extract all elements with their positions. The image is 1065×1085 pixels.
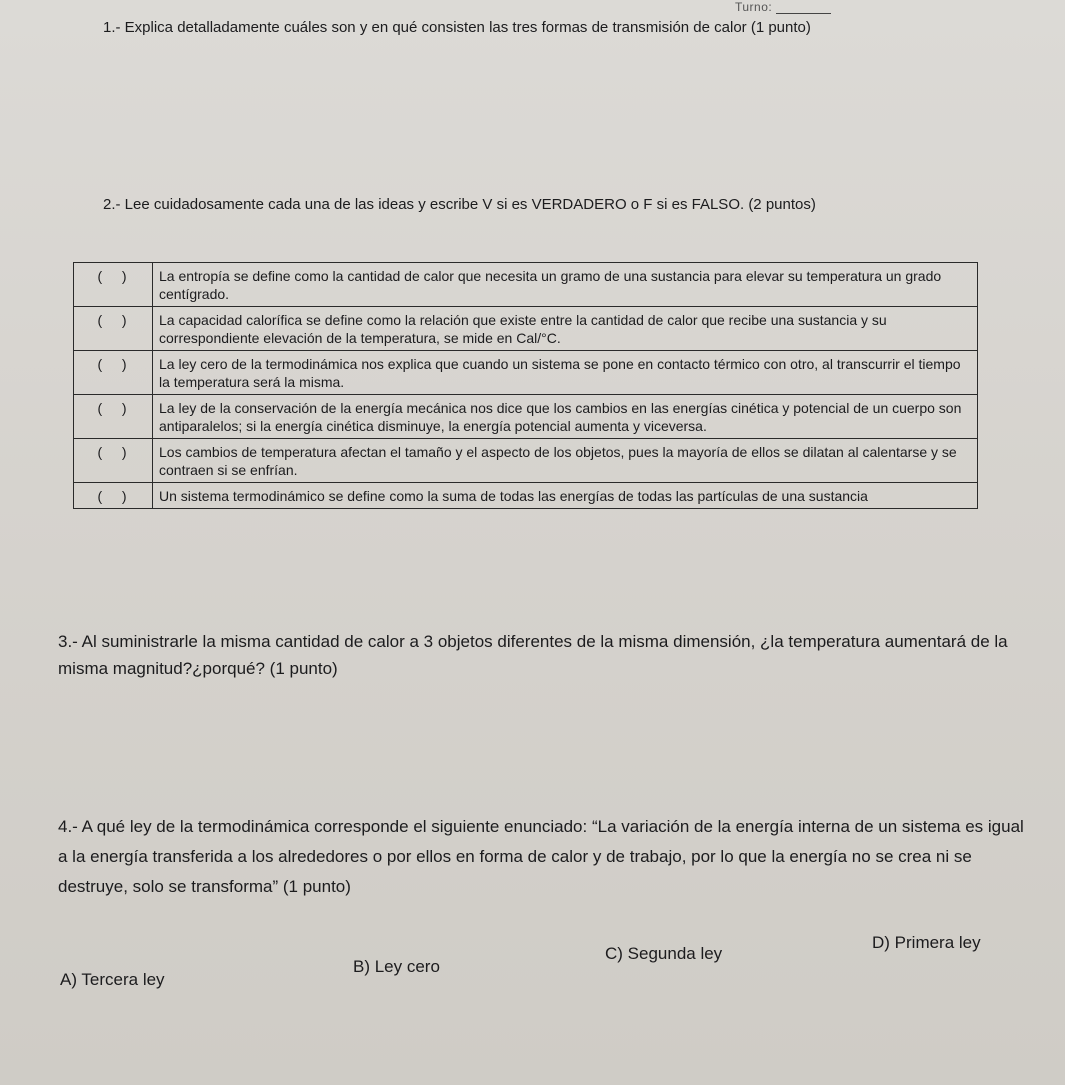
table-row [74, 307, 978, 351]
option-d[interactable]: D) Primera ley [872, 933, 981, 952]
true-false-table [73, 262, 978, 509]
statement-cell: Los cambios de temperatura afectan el tamaño y el aspecto de los objetos, pues la mayoría de ellos se dilatan al calentarse y se contraen si se enfrían. [153, 439, 978, 483]
table-row [74, 483, 978, 509]
table-row [74, 439, 978, 483]
option-b[interactable]: B) Ley cero [353, 957, 440, 976]
turno-label: Turno: [735, 0, 773, 14]
option-a[interactable]: A) Tercera ley [60, 970, 165, 989]
answer-parenthesis[interactable]: ( ) [74, 395, 153, 439]
answer-parenthesis[interactable]: ( ) [74, 439, 153, 483]
answer-parenthesis[interactable]: ( ) [74, 483, 153, 509]
question-4: 4.- A qué ley de la termodinámica corresponde el siguiente enunciado: “La variación de la energía interna de un sistema es igual a la energía transferida a los alrededores o por ellos en forma de calor y de trabajo, por lo que la energía no se crea ni se destruye, solo se transforma” (1 punto) [58, 817, 1024, 896]
statement-cell: La ley de la conservación de la energía mecánica nos dice que los cambios en las energías cinética y potencial de un cuerpo son antiparalelos; si la energía cinética disminuye, la energía potencial aumenta y viceversa. [153, 395, 978, 439]
turno-blank-line[interactable] [776, 13, 831, 14]
question-1: 1.- Explica detalladamente cuáles son y en qué consisten las tres formas de transmisión de calor (1 punto) [103, 19, 811, 36]
question-2: 2.- Lee cuidadosamente cada una de las ideas y escribe V si es VERDADERO o F si es FALSO. (2 puntos) [103, 196, 816, 213]
answer-parenthesis[interactable]: ( ) [74, 307, 153, 351]
table-row [74, 351, 978, 395]
option-c[interactable]: C) Segunda ley [605, 944, 723, 963]
statement-cell: La ley cero de la termodinámica nos explica que cuando un sistema se pone en contacto térmico con otro, al transcurrir el tiempo la temperatura será la misma. [153, 351, 978, 395]
answer-parenthesis[interactable]: ( ) [74, 351, 153, 395]
statement-cell: Un sistema termodinámico se define como la suma de todas las energías de todas las partículas de una sustancia [153, 483, 978, 509]
table-row [74, 395, 978, 439]
answer-parenthesis[interactable]: ( ) [74, 263, 153, 307]
statement-cell: La entropía se define como la cantidad de calor que necesita un gramo de una sustancia para elevar su temperatura un grado centígrado. [153, 263, 978, 307]
turno-field [735, 0, 831, 14]
table-row [74, 263, 978, 307]
question-3: 3.- Al suministrarle la misma cantidad de calor a 3 objetos diferentes de la misma dimensión, ¿la temperatura aumentará de la misma magnitud?¿porqué? (1 punto) [58, 632, 1008, 678]
statement-cell: La capacidad calorífica se define como la relación que existe entre la cantidad de calor que recibe una sustancia y su correspondiente elevación de la temperatura, se mide en Cal/°C. [153, 307, 978, 351]
